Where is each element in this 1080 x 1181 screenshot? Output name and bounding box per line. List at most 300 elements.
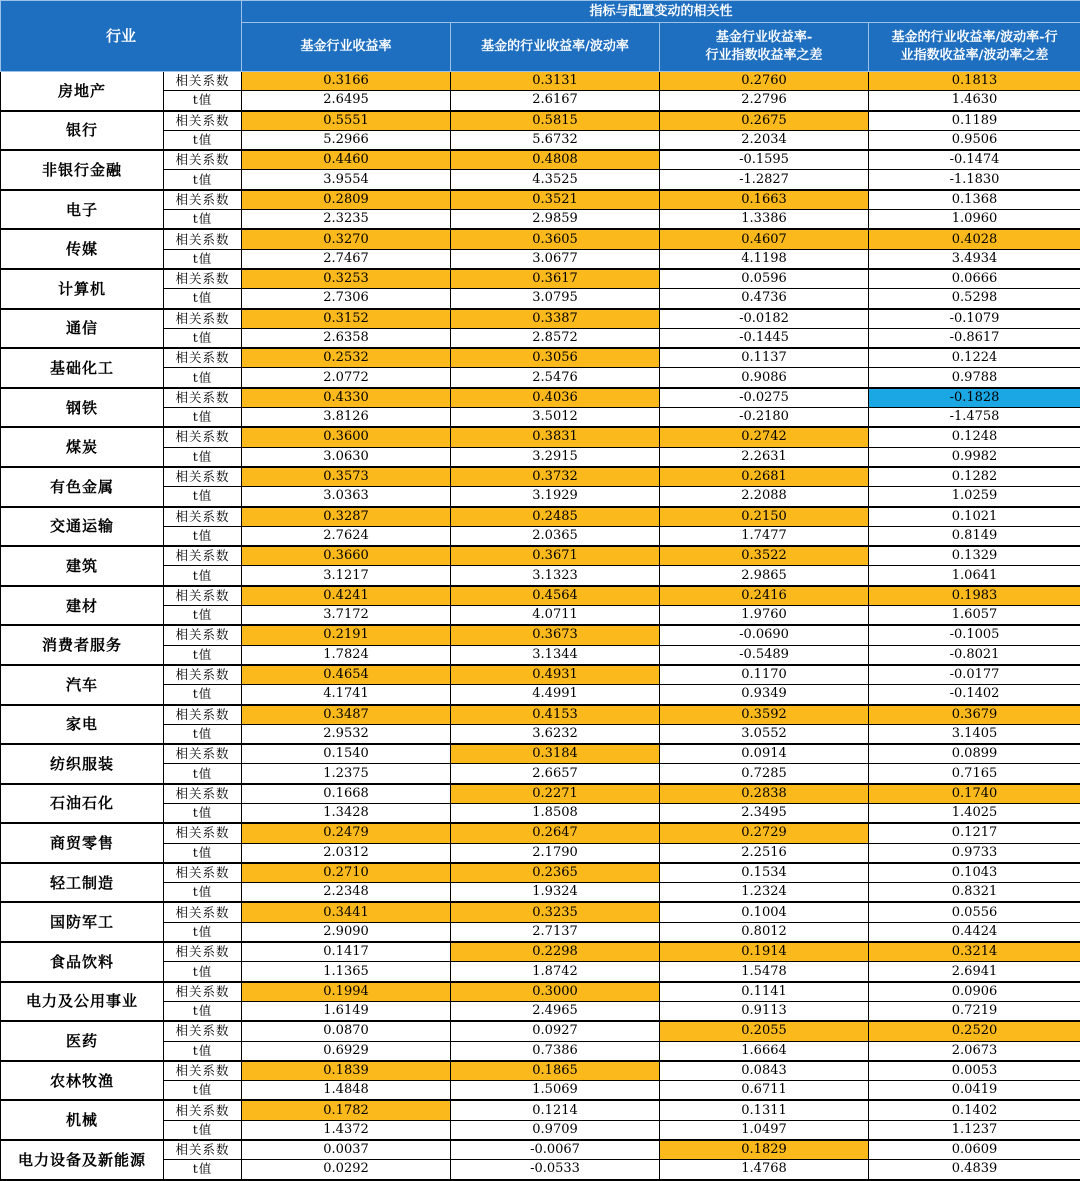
t-value: 2.7306: [242, 289, 451, 309]
corr-value: 0.4564: [451, 586, 660, 606]
t-value: 0.8012: [660, 922, 869, 942]
industry-name: 非银行金融: [1, 150, 164, 190]
t-value: 1.7477: [660, 526, 869, 546]
corr-value: 0.2760: [660, 72, 869, 91]
corr-value: 0.3732: [451, 467, 660, 487]
corr-value: 0.1829: [660, 1140, 869, 1160]
t-value: -0.0533: [451, 1160, 660, 1180]
metric-label-corr: 相关系数: [164, 348, 242, 368]
metric-label-t: t值: [164, 685, 242, 705]
metric-label-corr: 相关系数: [164, 1061, 242, 1081]
t-value: 2.6941: [869, 962, 1080, 982]
corr-value: 0.1983: [869, 586, 1080, 606]
t-value: 2.1790: [451, 843, 660, 863]
metric-label-t: t值: [164, 328, 242, 348]
t-value: 1.0960: [869, 210, 1080, 230]
table-row: [1, 586, 1080, 606]
metric-label-corr: 相关系数: [164, 942, 242, 962]
t-value: 3.1405: [869, 724, 1080, 744]
t-value: 0.9113: [660, 1001, 869, 1021]
metric-label-corr: 相关系数: [164, 1021, 242, 1041]
corr-value: 0.3592: [660, 705, 869, 725]
metric-label-corr: 相关系数: [164, 1100, 242, 1120]
corr-value: 0.2729: [660, 823, 869, 843]
t-value: 5.6732: [451, 130, 660, 150]
t-value: 2.2796: [660, 91, 869, 111]
corr-value: 0.1248: [869, 427, 1080, 447]
metric-label-corr: 相关系数: [164, 784, 242, 804]
corr-value: 0.4460: [242, 150, 451, 170]
t-value: 3.6232: [451, 724, 660, 744]
corr-value: 0.0927: [451, 1021, 660, 1041]
corr-value: 0.1224: [869, 348, 1080, 368]
corr-value: 0.3673: [451, 625, 660, 645]
industry-name: 交通运输: [1, 507, 164, 547]
corr-value: 0.1021: [869, 507, 1080, 527]
t-value: 0.0419: [869, 1081, 1080, 1101]
metric-label-t: t值: [164, 91, 242, 111]
corr-value: 0.2710: [242, 863, 451, 883]
t-value: 3.7172: [242, 606, 451, 626]
metric-label-t: t值: [164, 487, 242, 507]
t-value: 2.2516: [660, 843, 869, 863]
t-value: 2.6657: [451, 764, 660, 784]
t-value: 1.6664: [660, 1041, 869, 1061]
corr-value: 0.2742: [660, 427, 869, 447]
metric-label-t: t值: [164, 1041, 242, 1061]
table-row: [1, 150, 1080, 170]
table-row: [1, 309, 1080, 329]
metric-label-corr: 相关系数: [164, 1140, 242, 1160]
column-header: [242, 23, 451, 72]
corr-value: 0.3253: [242, 269, 451, 289]
corr-value: 0.1141: [660, 982, 869, 1002]
corr-value: 0.1740: [869, 784, 1080, 804]
corr-value: -0.1079: [869, 309, 1080, 329]
t-value: 2.3235: [242, 210, 451, 230]
industry-name: 商贸零售: [1, 823, 164, 863]
corr-value: 0.2485: [451, 507, 660, 527]
corr-value: 0.3522: [660, 546, 869, 566]
t-value: 3.5012: [451, 408, 660, 428]
corr-value: 0.3679: [869, 705, 1080, 725]
t-value: 1.8508: [451, 803, 660, 823]
t-value: 0.7386: [451, 1041, 660, 1061]
t-value: 3.2915: [451, 447, 660, 467]
metric-label-corr: 相关系数: [164, 705, 242, 725]
industry-name: 有色金属: [1, 467, 164, 507]
corr-value: 0.3000: [451, 982, 660, 1002]
t-value: -1.1830: [869, 170, 1080, 190]
corr-value: 0.5815: [451, 111, 660, 131]
t-value: 3.1323: [451, 566, 660, 586]
t-value: -0.8021: [869, 645, 1080, 665]
metric-label-corr: 相关系数: [164, 111, 242, 131]
corr-value: 0.4330: [242, 388, 451, 408]
t-value: 2.2631: [660, 447, 869, 467]
table-row: [1, 982, 1080, 1002]
corr-value: 0.1540: [242, 744, 451, 764]
industry-name: 汽车: [1, 665, 164, 705]
metric-label-t: t值: [164, 210, 242, 230]
metric-label-corr: 相关系数: [164, 744, 242, 764]
corr-value: 0.1004: [660, 902, 869, 922]
t-value: 2.7137: [451, 922, 660, 942]
corr-value: 0.1311: [660, 1100, 869, 1120]
metric-label-corr: 相关系数: [164, 507, 242, 527]
t-value: 1.6057: [869, 606, 1080, 626]
column-header-line: 基金的行业收益率/波动率: [481, 39, 629, 54]
t-value: 2.0312: [242, 843, 451, 863]
column-header-line: 业指数收益率/波动率之差: [901, 48, 1049, 63]
t-value: 0.7285: [660, 764, 869, 784]
corr-value: 0.0914: [660, 744, 869, 764]
table-body: [1, 72, 1080, 1180]
metric-label-corr: 相关系数: [164, 586, 242, 606]
t-value: 1.4848: [242, 1081, 451, 1101]
table-row: [1, 427, 1080, 447]
t-value: 1.1365: [242, 962, 451, 982]
t-value: 0.5298: [869, 289, 1080, 309]
t-value: 0.4424: [869, 922, 1080, 942]
t-value: -0.5489: [660, 645, 869, 665]
corr-value: 0.3184: [451, 744, 660, 764]
metric-label-corr: 相关系数: [164, 902, 242, 922]
table-row: [1, 902, 1080, 922]
metric-label-corr: 相关系数: [164, 269, 242, 289]
corr-value: 0.5551: [242, 111, 451, 131]
t-value: 0.0292: [242, 1160, 451, 1180]
corr-value: 0.3387: [451, 309, 660, 329]
table-row: [1, 111, 1080, 131]
t-value: 2.0772: [242, 368, 451, 388]
corr-value: -0.0177: [869, 665, 1080, 685]
industry-name: 电力及公用事业: [1, 982, 164, 1022]
table-row: [1, 863, 1080, 883]
corr-value: 0.3573: [242, 467, 451, 487]
corr-value: 0.2271: [451, 784, 660, 804]
t-value: 5.2966: [242, 130, 451, 150]
corr-value: 0.2675: [660, 111, 869, 131]
table-row: [1, 1061, 1080, 1081]
table-row: [1, 665, 1080, 685]
corr-value: 0.1813: [869, 72, 1080, 91]
corr-value: 0.2681: [660, 467, 869, 487]
corr-value: 0.1402: [869, 1100, 1080, 1120]
corr-value: 0.2298: [451, 942, 660, 962]
corr-value: 0.2809: [242, 190, 451, 210]
metric-label-t: t值: [164, 724, 242, 744]
table-row: [1, 546, 1080, 566]
metric-label-t: t值: [164, 883, 242, 903]
corr-value: 0.2520: [869, 1021, 1080, 1041]
corr-value: 0.1865: [451, 1061, 660, 1081]
t-value: 0.7219: [869, 1001, 1080, 1021]
industry-header: 行业: [1, 1, 242, 72]
metric-label-t: t值: [164, 843, 242, 863]
corr-value: 0.1914: [660, 942, 869, 962]
corr-value: 0.4241: [242, 586, 451, 606]
corr-value: 0.1043: [869, 863, 1080, 883]
corr-value: 0.2532: [242, 348, 451, 368]
t-value: 2.9090: [242, 922, 451, 942]
corr-value: 0.0556: [869, 902, 1080, 922]
corr-value: 0.4153: [451, 705, 660, 725]
metric-label-t: t值: [164, 1160, 242, 1180]
industry-name: 消费者服务: [1, 625, 164, 665]
metric-label-t: t值: [164, 1081, 242, 1101]
corr-value: 0.3600: [242, 427, 451, 447]
table-row: [1, 269, 1080, 289]
t-value: 1.1237: [869, 1120, 1080, 1140]
column-header: [869, 23, 1080, 72]
corr-value: 0.3441: [242, 902, 451, 922]
table-row: [1, 1021, 1080, 1041]
t-value: 1.8742: [451, 962, 660, 982]
metric-label-t: t值: [164, 645, 242, 665]
t-value: 0.8321: [869, 883, 1080, 903]
table-row: [1, 348, 1080, 368]
table-row: [1, 388, 1080, 408]
industry-name: 家电: [1, 705, 164, 745]
corr-value: 0.3671: [451, 546, 660, 566]
t-value: 1.4025: [869, 803, 1080, 823]
corr-value: 0.2838: [660, 784, 869, 804]
t-value: 0.9349: [660, 685, 869, 705]
t-value: 3.0677: [451, 249, 660, 269]
metric-label-t: t值: [164, 130, 242, 150]
t-value: 1.5069: [451, 1081, 660, 1101]
industry-name: 医药: [1, 1021, 164, 1061]
metric-label-t: t值: [164, 1001, 242, 1021]
table-row: [1, 467, 1080, 487]
corr-value: -0.0690: [660, 625, 869, 645]
t-value: 3.1929: [451, 487, 660, 507]
t-value: 1.0497: [660, 1120, 869, 1140]
t-value: 2.5476: [451, 368, 660, 388]
t-value: 1.2324: [660, 883, 869, 903]
table-row: [1, 942, 1080, 962]
t-value: 4.3525: [451, 170, 660, 190]
corr-value: 0.3617: [451, 269, 660, 289]
industry-name: 建筑: [1, 546, 164, 586]
t-value: 1.5478: [660, 962, 869, 982]
corr-value: 0.0596: [660, 269, 869, 289]
t-value: 2.9865: [660, 566, 869, 586]
corr-value: 0.1782: [242, 1100, 451, 1120]
t-value: 3.0552: [660, 724, 869, 744]
table-row: [1, 823, 1080, 843]
t-value: 3.1344: [451, 645, 660, 665]
metric-label-t: t值: [164, 606, 242, 626]
corr-value: 0.0906: [869, 982, 1080, 1002]
metric-label-t: t值: [164, 170, 242, 190]
corr-value: 0.1668: [242, 784, 451, 804]
corr-value: 0.1368: [869, 190, 1080, 210]
corr-value: -0.1595: [660, 150, 869, 170]
t-value: 0.6929: [242, 1041, 451, 1061]
industry-name: 电力设备及新能源: [1, 1140, 164, 1180]
t-value: 0.9506: [869, 130, 1080, 150]
corr-value: 0.2150: [660, 507, 869, 527]
corr-value: 0.4607: [660, 229, 869, 249]
t-value: 2.6167: [451, 91, 660, 111]
corr-value: 0.0870: [242, 1021, 451, 1041]
t-value: -1.2827: [660, 170, 869, 190]
table-row: [1, 1140, 1080, 1160]
industry-name: 通信: [1, 309, 164, 349]
corr-value: -0.1005: [869, 625, 1080, 645]
t-value: 2.2034: [660, 130, 869, 150]
corr-value: 0.4036: [451, 388, 660, 408]
t-value: 0.9733: [869, 843, 1080, 863]
t-value: 1.4768: [660, 1160, 869, 1180]
t-value: 0.9086: [660, 368, 869, 388]
metric-label-t: t值: [164, 764, 242, 784]
industry-name: 煤炭: [1, 427, 164, 467]
t-value: 0.6711: [660, 1081, 869, 1101]
corr-value: 0.2191: [242, 625, 451, 645]
corr-value: 0.3521: [451, 190, 660, 210]
metric-label-t: t值: [164, 368, 242, 388]
corr-value: 0.0899: [869, 744, 1080, 764]
corr-value: 0.4808: [451, 150, 660, 170]
t-value: -0.8617: [869, 328, 1080, 348]
industry-name: 农林牧渔: [1, 1061, 164, 1101]
t-value: 2.9859: [451, 210, 660, 230]
corr-value: 0.1189: [869, 111, 1080, 131]
t-value: 1.0259: [869, 487, 1080, 507]
metric-label-t: t值: [164, 408, 242, 428]
metric-label-corr: 相关系数: [164, 467, 242, 487]
t-value: 0.7165: [869, 764, 1080, 784]
corr-value: 0.1994: [242, 982, 451, 1002]
industry-name: 传媒: [1, 229, 164, 269]
metric-label-corr: 相关系数: [164, 150, 242, 170]
corr-value: -0.1474: [869, 150, 1080, 170]
table-row: [1, 507, 1080, 527]
metric-label-corr: 相关系数: [164, 309, 242, 329]
corr-value: 0.1839: [242, 1061, 451, 1081]
t-value: 2.6358: [242, 328, 451, 348]
t-value: 1.2375: [242, 764, 451, 784]
industry-name: 计算机: [1, 269, 164, 309]
industry-name: 房地产: [1, 72, 164, 111]
t-value: -0.1445: [660, 328, 869, 348]
metric-label-corr: 相关系数: [164, 190, 242, 210]
t-value: -0.1402: [869, 685, 1080, 705]
column-header-line: 行业指数收益率之差: [706, 48, 823, 63]
corr-value: 0.2365: [451, 863, 660, 883]
t-value: 2.6495: [242, 91, 451, 111]
t-value: 3.8126: [242, 408, 451, 428]
industry-name: 基础化工: [1, 348, 164, 388]
corr-value: 0.1137: [660, 348, 869, 368]
t-value: 2.2348: [242, 883, 451, 903]
column-header: [451, 23, 660, 72]
industry-name: 银行: [1, 111, 164, 151]
metric-label-t: t值: [164, 803, 242, 823]
corr-value: -0.0182: [660, 309, 869, 329]
t-value: 0.9788: [869, 368, 1080, 388]
table-row: [1, 744, 1080, 764]
column-header-line: 基金行业收益率-: [716, 30, 812, 45]
t-value: 0.9982: [869, 447, 1080, 467]
industry-name: 石油石化: [1, 784, 164, 824]
t-value: 2.4965: [451, 1001, 660, 1021]
industry-name: 钢铁: [1, 388, 164, 428]
corr-value: 0.1217: [869, 823, 1080, 843]
table-header: [1, 1, 1080, 72]
t-value: 2.2088: [660, 487, 869, 507]
t-value: 2.7624: [242, 526, 451, 546]
corr-value: -0.1828: [869, 388, 1080, 408]
t-value: 0.4839: [869, 1160, 1080, 1180]
metric-label-corr: 相关系数: [164, 72, 242, 91]
corr-value: 0.2055: [660, 1021, 869, 1041]
t-value: -1.4758: [869, 408, 1080, 428]
corr-value: 0.3605: [451, 229, 660, 249]
t-value: 2.9532: [242, 724, 451, 744]
t-value: 2.8572: [451, 328, 660, 348]
corr-value: -0.0275: [660, 388, 869, 408]
corr-value: 0.4654: [242, 665, 451, 685]
t-value: 2.0365: [451, 526, 660, 546]
corr-value: 0.3131: [451, 72, 660, 91]
industry-name: 食品饮料: [1, 942, 164, 982]
industry-name: 轻工制造: [1, 863, 164, 903]
corr-value: 0.3487: [242, 705, 451, 725]
corr-value: 0.3166: [242, 72, 451, 91]
t-value: 1.9324: [451, 883, 660, 903]
table-row: [1, 625, 1080, 645]
industry-name: 机械: [1, 1100, 164, 1140]
corr-value: 0.3287: [242, 507, 451, 527]
column-header-line: 基金的行业收益率/波动率-行: [891, 30, 1057, 45]
t-value: 4.1198: [660, 249, 869, 269]
metric-label-t: t值: [164, 922, 242, 942]
corr-value: 0.1663: [660, 190, 869, 210]
t-value: 3.4934: [869, 249, 1080, 269]
table-row: [1, 72, 1080, 91]
metric-label-t: t值: [164, 249, 242, 269]
table-row: [1, 1100, 1080, 1120]
corr-value: 0.1534: [660, 863, 869, 883]
industry-name: 国防军工: [1, 902, 164, 942]
corr-value: 0.2479: [242, 823, 451, 843]
corr-value: 0.3152: [242, 309, 451, 329]
column-header-line: 基金行业收益率: [301, 39, 392, 54]
t-value: 1.9760: [660, 606, 869, 626]
metric-label-corr: 相关系数: [164, 982, 242, 1002]
t-value: 1.3428: [242, 803, 451, 823]
t-value: 4.0711: [451, 606, 660, 626]
column-header: [660, 23, 869, 72]
metric-label-corr: 相关系数: [164, 863, 242, 883]
t-value: 1.0641: [869, 566, 1080, 586]
metric-label-t: t值: [164, 566, 242, 586]
t-value: 3.0630: [242, 447, 451, 467]
group-header: 指标与配置变动的相关性: [242, 1, 1080, 23]
metric-label-corr: 相关系数: [164, 665, 242, 685]
corr-value: 0.3056: [451, 348, 660, 368]
metric-label-corr: 相关系数: [164, 388, 242, 408]
t-value: 1.7824: [242, 645, 451, 665]
corr-value: 0.3660: [242, 546, 451, 566]
corr-value: 0.1214: [451, 1100, 660, 1120]
corr-value: 0.3235: [451, 902, 660, 922]
corr-value: 0.3214: [869, 942, 1080, 962]
